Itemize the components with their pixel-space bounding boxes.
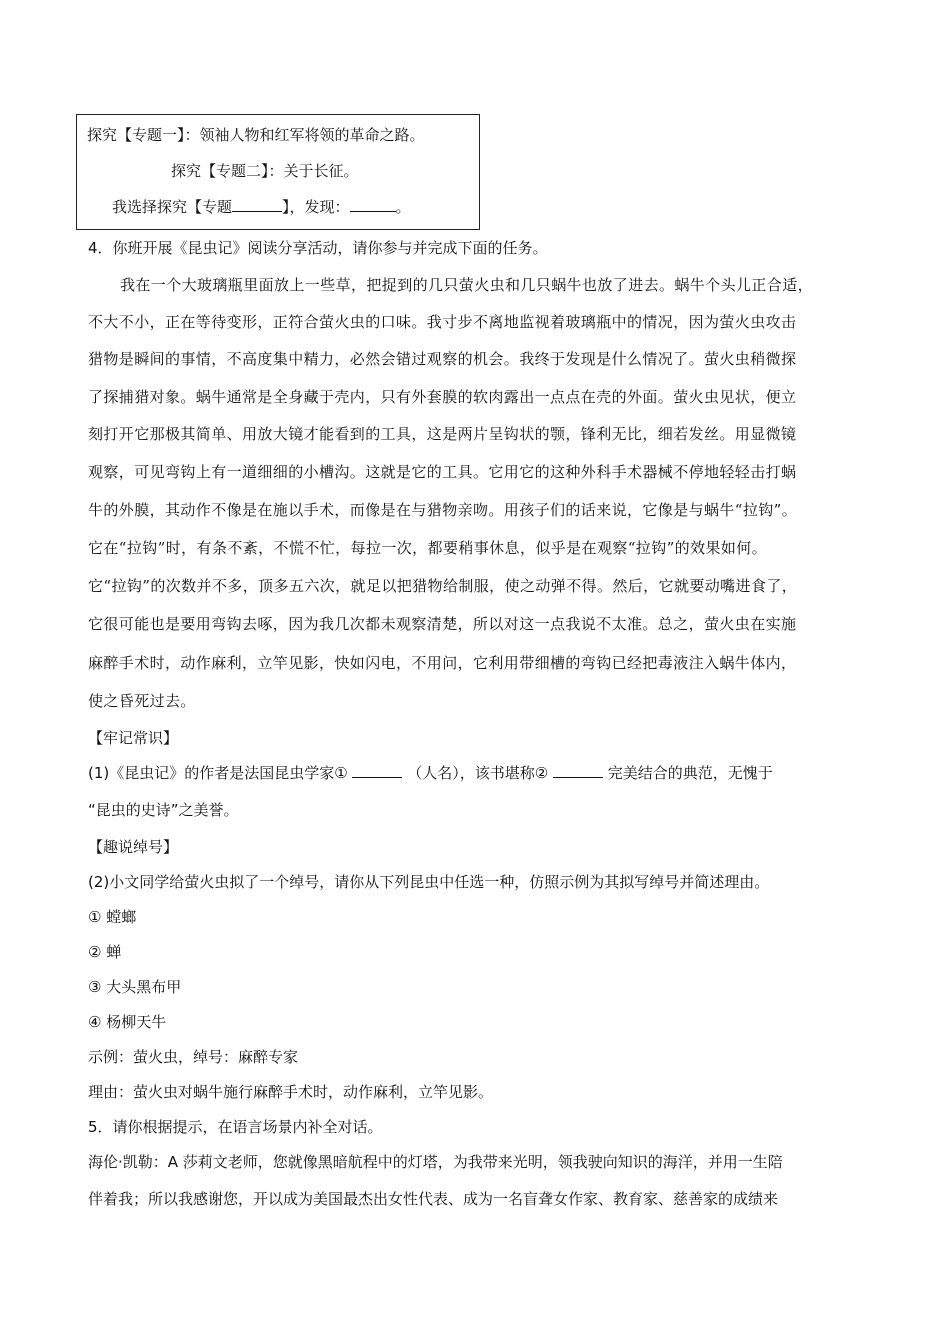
option-cicada: ② 蝉	[88, 943, 122, 961]
q4-item-1-line-2: “昆虫的史诗”之美誉。	[88, 801, 239, 819]
section-header-nickname: 【趣说绰号】	[88, 838, 179, 856]
passage-line: 刻打开它那极其简单、用放大镜才能看到的工具，这是两片呈钩状的颚，锋利无比，细若发丝。用显微镜	[88, 425, 797, 443]
passage-line: 它“拉钩”的次数并不多，顶多五六次，就足以把猎物给制服，使之动弹不得。然后，它就要动嘴进食了，	[88, 577, 798, 595]
topic-line-3-text-c: 。	[395, 198, 411, 216]
topic-line-3	[112, 196, 411, 217]
passage-line: 我在一个大玻璃瓶里面放上一些草，把捉到的几只萤火虫和几只蜗牛也放了进去。蜗牛个头儿正合适，	[120, 276, 814, 294]
topic-line-3-text-b: 】，发现：	[282, 198, 350, 216]
q4-item-2: (2)小文同学给萤火虫拟了一个绰号，请你从下列昆虫中任选一种，仿照示例为其拟写绰号并简述理由。	[88, 873, 770, 891]
passage-line: 不大不小，正在等待变形，正符合萤火虫的口味。我寸步不离地监视着玻璃瓶中的情况，因为萤火虫攻击	[88, 313, 797, 331]
q4-heading: 4．你班开展《昆虫记》阅读分享活动，请你参与并完成下面的任务。	[88, 239, 548, 257]
passage-line: 了探捕猎对象。蜗牛通常是全身藏于壳内，只有外套膜的软肉露出一点点在壳的外面。萤火虫见状，便立	[88, 388, 797, 406]
combination-blank[interactable]	[553, 776, 603, 778]
section-header-knowledge: 【牢记常识】	[88, 729, 179, 747]
reason-line: 理由：萤火虫对蜗牛施行麻醉手术时，动作麻利，立竿见影。	[88, 1083, 494, 1101]
q4-item-1	[88, 762, 773, 783]
passage-line: 猎物是瞬间的事情，不高度集中精力，必然会错过观察的机会。我终于发现是什么情况了。萤火虫稍微探	[88, 350, 797, 368]
example-line: 示例：萤火虫，绰号：麻醉专家	[88, 1048, 299, 1066]
q5-dialogue-line-1: 海伦·凯勒：A 莎莉文老师，您就像黑暗航程中的灯塔，为我带来光明，领我驶向知识的海洋，并用一生陪	[88, 1153, 783, 1171]
passage-line: 牛的外膜，其动作不像是在施以手术，而像是在与猎物亲吻。用孩子们的话来说，它像是与蜗牛“拉钩”。	[88, 501, 798, 519]
passage-line: 它很可能也是要用弯钩去啄，因为我几次都未观察清楚，所以对这一点我说不太准。总之，萤火虫在实施	[88, 615, 797, 633]
topic-line-3-text-a: 我选择探究【专题	[112, 198, 233, 216]
topic-line-1: 探究【专题一】：领袖人物和红军将领的革命之路。	[87, 126, 425, 144]
topic-line-2: 探究【专题二】：关于长征。	[171, 162, 359, 180]
item-1-text-c: 完美结合的典范，无愧于	[607, 764, 773, 782]
option-longhorn: ④ 杨柳天牛	[88, 1013, 167, 1031]
passage-line: 麻醉手术时，动作麻利，立竿见影，快如闪电，不用问，它利用带细槽的弯钩已经把毒液注入蜗牛体内，	[88, 654, 797, 672]
option-mantis: ① 螳螂	[88, 908, 137, 926]
finding-blank[interactable]	[350, 210, 396, 212]
topic-blank[interactable]	[232, 210, 282, 212]
passage-line: 使之昏死过去。	[88, 692, 196, 710]
item-1-text-a: (1)《昆虫记》的作者是法国昆虫学家①	[88, 764, 348, 782]
passage-line: 它在“拉钩”时，有条不紊，不慌不忙，每拉一次，都要稍事休息，似乎是在观察“拉钩”的效果如何。	[88, 539, 768, 557]
q5-dialogue-line-2: 伴着我；所以我感谢您，开以成为美国最杰出女性代表、成为一名盲聋女作家、教育家、慈善家的成绩来	[88, 1190, 779, 1208]
item-1-text-b: （人名），该书堪称②	[407, 764, 549, 782]
author-blank[interactable]	[352, 776, 402, 778]
option-beetle: ③ 大头黑布甲	[88, 978, 182, 996]
passage-line: 观察，可见弯钩上有一道细细的小槽沟。这就是它的工具。它用它的这种外科手术器械不停地轻轻击打蜗	[88, 463, 797, 481]
q5-heading: 5．请你根据提示，在语言场景内补全对话。	[88, 1118, 383, 1136]
